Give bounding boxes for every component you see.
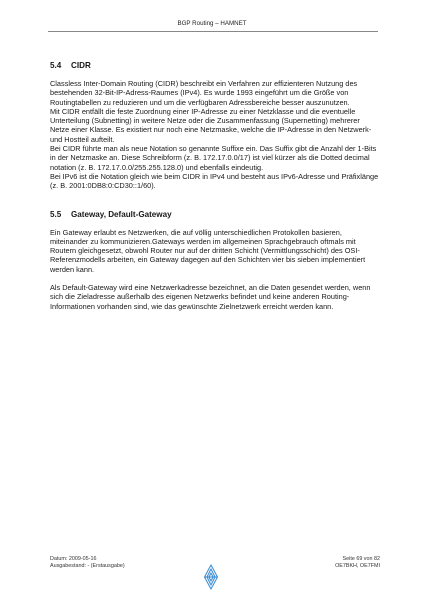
paragraph: Mit CIDR entfällt die feste Zuordnung einer IP-Adresse zu einer Netzklasse und die eventuelle Unterteilung (Subnetting) in weitere Netze oder die Zusammenfassung (Supernetting) mehrerer Netze einer Klasse. Es existiert nur noch eine Netzmaske, welche die IP-Adresse in den Netzwerk- und Hostteil aufteilt. bbox=[50, 106, 372, 144]
footer-page-info bbox=[335, 556, 380, 569]
section-title: CIDR bbox=[71, 61, 91, 70]
footer-date: Datum: 2009-05-16 bbox=[50, 556, 97, 562]
paragraph: Bei IPv6 ist die Notation gleich wie beim CIDR in IPv4 und besteht aus IPv6-Adresse und Präfixlänge (z. B. 2001:0DB8:0:CD30::1/60). bbox=[50, 171, 379, 191]
section-cidr bbox=[50, 60, 380, 191]
footer-edition: Ausgabestand: - (Erstausgabe) bbox=[50, 562, 125, 569]
section-number: 5.4 bbox=[50, 61, 62, 70]
paragraph: Als Default-Gateway wird eine Netzwerkadresse bezeichnet, an die Daten gesendet werden, wenn sich die Zieladresse außerhalb des eigenen Netzwerks befindet und keine anderen Routing-Informationen vorhanden sind, wie das gewünschte Zielnetzwerk erreicht werden kann. bbox=[50, 283, 371, 311]
paragraph: Classless Inter-Domain Routing (CIDR) beschreibt ein Verfahren zur effizienteren Nutzung des bestehenden 32-Bit-IP-Adress-Raumes (IPv4). Es wurde 1993 eingeführt um die Größe von Routingtabellen zu reduzieren und um die verfügbaren Adressbereiche besser auszunutzen. bbox=[50, 79, 358, 107]
footer-callsigns: OE7BKH, OE7FMI bbox=[335, 562, 380, 569]
footer-meta bbox=[50, 556, 125, 569]
section-title: Gateway, Default-Gateway bbox=[71, 209, 172, 219]
amateur-radio-logo-icon bbox=[203, 564, 219, 590]
page-number: Seite 69 von 82 bbox=[342, 556, 380, 562]
paragraph: Bei CIDR führte man als neue Notation so genannte Suffixe ein. Das Suffix gibt die Anzahl der 1-Bits in der Netzmaske an. Diese Schreibform (z. B. 172.17.0.0/17) ist viel kürzer als die Dotted decimal notation (z. B. 172.17.0.0/255.255.128.0) und ebenfalls eindeutig. bbox=[50, 144, 377, 172]
document-body bbox=[50, 60, 380, 311]
page-footer bbox=[50, 556, 380, 592]
section-heading bbox=[50, 60, 380, 71]
document-title: BGP Routing – HAMNET bbox=[177, 20, 247, 27]
header-divider bbox=[48, 31, 378, 32]
section-gateway bbox=[50, 209, 380, 311]
page-header bbox=[0, 20, 424, 27]
section-number: 5.5 bbox=[50, 209, 62, 219]
paragraph: Ein Gateway erlaubt es Netzwerken, die auf völlig unterschiedlichen Protokollen basieren, miteinander zu kommunizieren.Gateways werden im allgemeinen Sprachgebrauch oftmals mit Routern gleichgesetzt, obwohl Router nur auf der dritten Schicht (Vermittlungsschicht) des OSI-Referenzmodells arbeiten, ein Gateway dagegen auf den Schichten vier bis sieben implementiert werden kann. bbox=[50, 227, 366, 274]
section-heading bbox=[50, 209, 380, 220]
